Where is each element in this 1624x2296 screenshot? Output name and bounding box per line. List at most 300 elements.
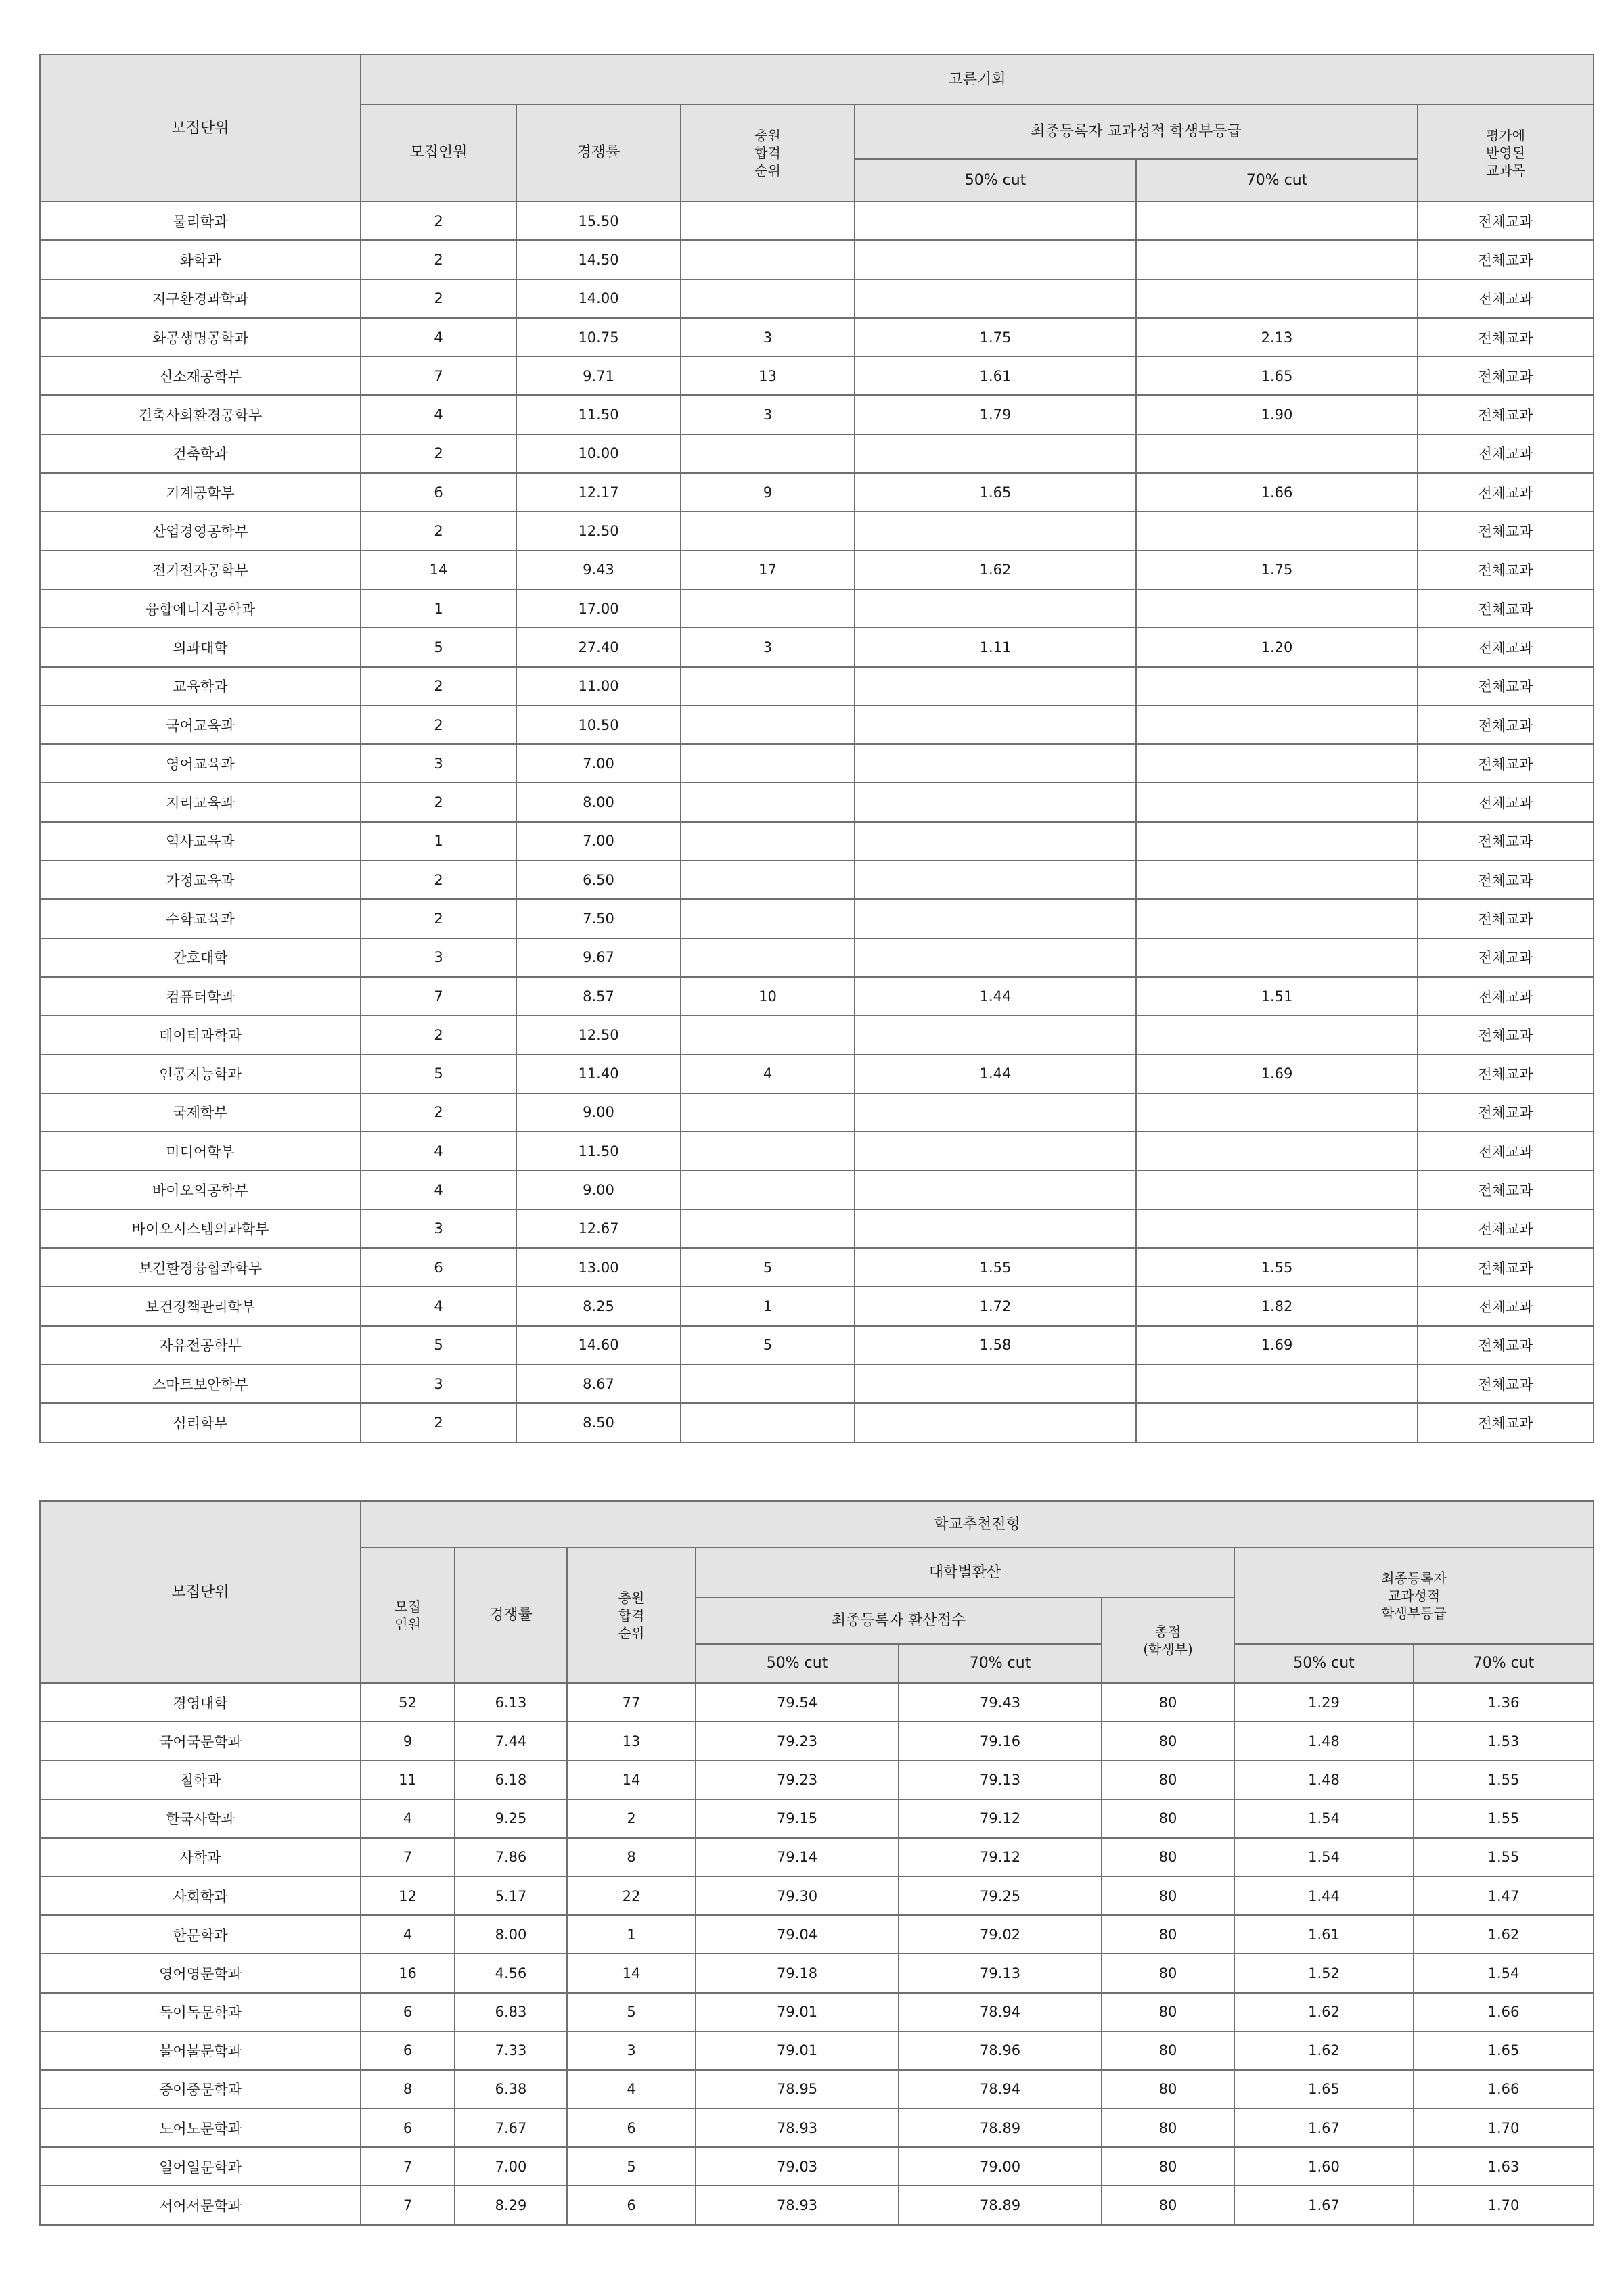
cell-rate: 7.00 [516,744,681,783]
cell-subject: 전체교과 [1418,706,1594,744]
cell-cut-50 [855,279,1136,318]
cell-cut-70 [1136,589,1418,628]
cell-cut-50 [855,202,1136,240]
cell-unit: 스마트보안학부 [40,1364,361,1403]
header-group: 학교추천전형 [361,1501,1594,1548]
cell-quota: 4 [361,1170,516,1209]
cell-quota: 5 [361,628,516,666]
cell-rate: 14.60 [516,1326,681,1364]
cell-unit: 기계공학부 [40,473,361,511]
cell-total: 80 [1102,2109,1234,2147]
cell-unit: 중어중문학과 [40,2070,361,2109]
cell-grade-cut-70: 1.65 [1414,2031,1594,2070]
cell-score-cut-50: 79.04 [696,1915,899,1954]
cell-cut-50 [855,667,1136,706]
cell-rank [681,1364,855,1403]
cell-score-cut-50: 79.23 [696,1760,899,1799]
cell-unit: 서어서문학과 [40,2186,361,2224]
cell-cut-70 [1136,279,1418,318]
cell-rate: 10.50 [516,706,681,744]
cell-rank [681,202,855,240]
cell-grade-cut-70: 1.70 [1414,2109,1594,2147]
header-grade-group: 최종등록자 교과성적 학생부등급 [1234,1548,1594,1644]
cell-rate: 6.83 [455,1993,567,2031]
cell-score-cut-70: 78.94 [899,2070,1102,2109]
cell-cut-50 [855,240,1136,279]
cell-cut-50 [855,1170,1136,1209]
cell-cut-50: 1.61 [855,357,1136,395]
cell-rate: 7.67 [455,2109,567,2147]
cell-rate: 9.00 [516,1170,681,1209]
table-row [40,279,1594,318]
cell-rank [681,434,855,473]
cell-unit: 수학교육과 [40,899,361,938]
cell-grade-cut-50: 1.62 [1234,2031,1414,2070]
cell-quota: 1 [361,589,516,628]
cell-rate: 7.33 [455,2031,567,2070]
table-row [40,822,1594,860]
cell-quota: 4 [361,1132,516,1170]
cell-quota: 2 [361,667,516,706]
cell-cut-70 [1136,899,1418,938]
cell-cut-70: 1.69 [1136,1326,1418,1364]
cell-rank: 1 [681,1287,855,1325]
table-row [40,202,1594,240]
cell-quota: 9 [361,1722,455,1760]
cell-score-cut-50: 79.01 [696,2031,899,2070]
cell-unit: 융합에너지공학과 [40,589,361,628]
cell-cut-50 [855,1210,1136,1248]
table-row [40,551,1594,589]
cell-quota: 2 [361,860,516,899]
cell-rank: 6 [567,2186,696,2224]
table-row [40,667,1594,706]
cell-cut-70 [1136,1210,1418,1248]
table-row [40,1093,1594,1132]
cell-rank: 17 [681,551,855,589]
cell-score-cut-50: 79.14 [696,1838,899,1877]
cell-quota: 11 [361,1760,455,1799]
cell-quota: 7 [361,977,516,1015]
cell-rank [681,1403,855,1442]
cell-rate: 17.00 [516,589,681,628]
cell-rate: 11.50 [516,1132,681,1170]
cell-score-cut-50: 79.15 [696,1799,899,1838]
cell-cut-50: 1.55 [855,1248,1136,1287]
cell-unit: 일어일문학과 [40,2147,361,2186]
table-row [40,357,1594,395]
cell-unit: 노어노문학과 [40,2109,361,2147]
cell-cut-70: 1.65 [1136,357,1418,395]
cell-rank: 22 [567,1877,696,1915]
cell-subject: 전체교과 [1418,1287,1594,1325]
cell-unit: 철학과 [40,1760,361,1799]
cell-rank [681,1093,855,1132]
cell-rate: 7.50 [516,899,681,938]
cell-total: 80 [1102,1993,1234,2031]
cell-total: 80 [1102,2186,1234,2224]
cell-total: 80 [1102,2147,1234,2186]
cell-rank: 14 [567,1760,696,1799]
cell-cut-70 [1136,744,1418,783]
cell-unit: 역사교육과 [40,822,361,860]
cell-rate: 10.75 [516,318,681,357]
table-row [40,1877,1594,1915]
cell-rank: 3 [681,318,855,357]
cell-rank [681,1132,855,1170]
cell-quota: 4 [361,395,516,434]
header-grade-cut-70: 70% cut [1414,1644,1594,1683]
cell-rate: 8.67 [516,1364,681,1403]
cell-grade-cut-70: 1.63 [1414,2147,1594,2186]
cell-grade-cut-70: 1.66 [1414,1993,1594,2031]
cell-cut-70: 1.55 [1136,1248,1418,1287]
cell-rank: 5 [567,2147,696,2186]
table-row [40,318,1594,357]
cell-rank [681,511,855,550]
table-row [40,1015,1594,1054]
cell-grade-cut-50: 1.67 [1234,2186,1414,2224]
table-row [40,899,1594,938]
cell-quota: 2 [361,1015,516,1054]
header-score-cut-50: 50% cut [696,1644,899,1683]
cell-cut-50 [855,860,1136,899]
table-row [40,2070,1594,2109]
cell-rate: 9.67 [516,938,681,977]
cell-subject: 전체교과 [1418,1170,1594,1209]
cell-rate: 9.43 [516,551,681,589]
cell-unit: 인공지능학과 [40,1055,361,1093]
cell-unit: 한문학과 [40,1915,361,1954]
cell-rate: 11.00 [516,667,681,706]
cell-cut-50 [855,1015,1136,1054]
cell-cut-70 [1136,822,1418,860]
cell-rate: 7.00 [455,2147,567,2186]
cell-unit: 영어교육과 [40,744,361,783]
cell-rank: 3 [681,628,855,666]
cell-unit: 국어교육과 [40,706,361,744]
cell-cut-50: 1.58 [855,1326,1136,1364]
cell-rate: 8.29 [455,2186,567,2224]
cell-cut-50: 1.11 [855,628,1136,666]
cell-rate: 7.86 [455,1838,567,1877]
cell-unit: 간호대학 [40,938,361,977]
table-row [40,240,1594,279]
cell-quota: 6 [361,473,516,511]
header-grade-cut-50: 50% cut [1234,1644,1414,1683]
cell-subject: 전체교과 [1418,1248,1594,1287]
table-row [40,434,1594,473]
table-row [40,1954,1594,1992]
cell-rank [681,783,855,821]
cell-subject: 전체교과 [1418,551,1594,589]
cell-unit: 보건정책관리학부 [40,1287,361,1325]
cell-subject: 전체교과 [1418,589,1594,628]
cell-grade-cut-50: 1.54 [1234,1838,1414,1877]
cell-rank [681,1170,855,1209]
cell-unit: 심리학부 [40,1403,361,1442]
cell-unit: 국제학부 [40,1093,361,1132]
cell-quota: 3 [361,938,516,977]
cell-unit: 건축학과 [40,434,361,473]
cell-subject: 전체교과 [1418,511,1594,550]
cell-rate: 9.71 [516,357,681,395]
cell-cut-50: 1.65 [855,473,1136,511]
table-row [40,1799,1594,1838]
cell-cut-50 [855,511,1136,550]
cell-cut-70 [1136,1170,1418,1209]
cell-unit: 신소재공학부 [40,357,361,395]
cell-total: 80 [1102,1722,1234,1760]
cell-cut-70 [1136,667,1418,706]
cell-grade-cut-50: 1.61 [1234,1915,1414,1954]
cell-unit: 바이오시스템의과학부 [40,1210,361,1248]
header-rate: 경쟁률 [455,1548,567,1683]
cell-rank: 5 [681,1326,855,1364]
cell-subject: 전체교과 [1418,1055,1594,1093]
cell-quota: 7 [361,1838,455,1877]
cell-subject: 전체교과 [1418,783,1594,821]
cell-rank [681,279,855,318]
cell-rank: 5 [681,1248,855,1287]
cell-total: 80 [1102,1877,1234,1915]
cell-rate: 8.50 [516,1403,681,1442]
cell-subject: 전체교과 [1418,434,1594,473]
cell-subject: 전체교과 [1418,860,1594,899]
cell-cut-50 [855,706,1136,744]
cell-rate: 11.40 [516,1055,681,1093]
cell-cut-50 [855,1403,1136,1442]
table-row [40,1915,1594,1954]
table-row [40,1403,1594,1442]
cell-cut-70: 1.66 [1136,473,1418,511]
cell-grade-cut-70: 1.47 [1414,1877,1594,1915]
table-row [40,706,1594,744]
cell-grade-cut-50: 1.54 [1234,1799,1414,1838]
cell-cut-50 [855,589,1136,628]
cell-rank [681,1015,855,1054]
cell-cut-70 [1136,783,1418,821]
cell-rank: 4 [567,2070,696,2109]
cell-unit: 전기전자공학부 [40,551,361,589]
cell-rate: 8.25 [516,1287,681,1325]
cell-cut-70 [1136,1364,1418,1403]
cell-grade-cut-50: 1.62 [1234,1993,1414,2031]
cell-rank: 10 [681,977,855,1015]
header-quota: 모집인원 [361,104,516,202]
cell-quota: 2 [361,240,516,279]
cell-rank: 6 [567,2109,696,2147]
cell-rate: 14.00 [516,279,681,318]
table-row [40,783,1594,821]
table-row [40,589,1594,628]
cell-total: 80 [1102,2070,1234,2109]
cell-unit: 보건환경융합과학부 [40,1248,361,1287]
cell-rank [681,706,855,744]
cell-quota: 2 [361,202,516,240]
cell-score-cut-70: 79.00 [899,2147,1102,2186]
cell-cut-50: 1.44 [855,1055,1136,1093]
table-row [40,628,1594,666]
cell-rate: 8.00 [516,783,681,821]
cell-subject: 전체교과 [1418,1093,1594,1132]
cell-score-cut-70: 78.94 [899,1993,1102,2031]
table-row [40,2147,1594,2186]
table-row [40,1170,1594,1209]
cell-rate: 7.00 [516,822,681,860]
cell-score-cut-50: 79.23 [696,1722,899,1760]
cell-rank [681,899,855,938]
table-row [40,1287,1594,1325]
cell-cut-50 [855,1093,1136,1132]
cell-quota: 4 [361,1799,455,1838]
table-row [40,1838,1594,1877]
cell-score-cut-70: 79.25 [899,1877,1102,1915]
cell-cut-70: 1.20 [1136,628,1418,666]
cell-cut-70 [1136,240,1418,279]
header-cut-50: 50% cut [855,159,1136,202]
cell-rate: 10.00 [516,434,681,473]
table-row [40,1760,1594,1799]
cell-cut-50 [855,1364,1136,1403]
header-rate: 경쟁률 [516,104,681,202]
header-score-group: 최종등록자 환산점수 [696,1597,1102,1644]
cell-cut-70: 1.90 [1136,395,1418,434]
cell-grade-cut-50: 1.29 [1234,1683,1414,1722]
table-row [40,1722,1594,1760]
cell-rate: 6.13 [455,1683,567,1722]
header-grade-group: 최종등록자 교과성적 학생부등급 [855,104,1418,159]
cell-subject: 전체교과 [1418,1326,1594,1364]
cell-cut-50: 1.62 [855,551,1136,589]
cell-unit: 화공생명공학과 [40,318,361,357]
cell-quota: 7 [361,2186,455,2224]
cell-unit: 교육학과 [40,667,361,706]
table-row [40,2186,1594,2224]
cell-cut-70 [1136,706,1418,744]
cell-total: 80 [1102,2031,1234,2070]
cell-subject: 전체교과 [1418,1364,1594,1403]
cell-unit: 지구환경과학과 [40,279,361,318]
header-unit: 모집단위 [40,1501,361,1683]
cell-cut-70 [1136,860,1418,899]
cell-quota: 4 [361,1915,455,1954]
cell-cut-70 [1136,1093,1418,1132]
cell-unit: 자유전공학부 [40,1326,361,1364]
cell-score-cut-50: 79.03 [696,2147,899,2186]
header-unit: 모집단위 [40,55,361,202]
cell-subject: 전체교과 [1418,357,1594,395]
cell-unit: 가정교육과 [40,860,361,899]
cell-quota: 1 [361,822,516,860]
cell-unit: 바이오의공학부 [40,1170,361,1209]
header-group: 고른기회 [361,55,1594,104]
cell-rank: 9 [681,473,855,511]
cell-quota: 2 [361,1403,516,1442]
cell-subject: 전체교과 [1418,1403,1594,1442]
cell-rank: 4 [681,1055,855,1093]
cell-rate: 6.38 [455,2070,567,2109]
cell-grade-cut-70: 1.62 [1414,1915,1594,1954]
cell-rate: 12.50 [516,511,681,550]
cell-total: 80 [1102,1954,1234,1992]
cell-cut-70: 1.82 [1136,1287,1418,1325]
cell-quota: 14 [361,551,516,589]
cell-grade-cut-50: 1.60 [1234,2147,1414,2186]
cell-score-cut-70: 79.12 [899,1799,1102,1838]
cell-grade-cut-50: 1.48 [1234,1760,1414,1799]
cell-cut-50 [855,822,1136,860]
cell-rank: 77 [567,1683,696,1722]
cell-rank [681,589,855,628]
cell-unit: 데이터과학과 [40,1015,361,1054]
cell-rate: 6.50 [516,860,681,899]
table-row [40,977,1594,1015]
header-rank: 충원 합격 순위 [681,104,855,202]
cell-cut-50 [855,938,1136,977]
cell-score-cut-70: 79.13 [899,1954,1102,1992]
cell-rank [681,240,855,279]
cell-total: 80 [1102,1915,1234,1954]
table-row [40,1210,1594,1248]
cell-quota: 3 [361,1210,516,1248]
cell-subject: 전체교과 [1418,899,1594,938]
table-row [40,511,1594,550]
cell-rank [681,938,855,977]
cell-score-cut-50: 78.95 [696,2070,899,2109]
cell-unit: 사회학과 [40,1877,361,1915]
cell-cut-70 [1136,434,1418,473]
cell-grade-cut-70: 1.36 [1414,1683,1594,1722]
cell-unit: 의과대학 [40,628,361,666]
header-quota: 모집 인원 [361,1548,455,1683]
cell-subject: 전체교과 [1418,667,1594,706]
cell-rank [681,1210,855,1248]
cell-quota: 4 [361,1287,516,1325]
cell-grade-cut-50: 1.67 [1234,2109,1414,2147]
cell-score-cut-50: 78.93 [696,2186,899,2224]
cell-quota: 2 [361,899,516,938]
cell-quota: 2 [361,1093,516,1132]
header-univ-conversion: 대학별환산 [696,1548,1234,1597]
cell-subject: 전체교과 [1418,938,1594,977]
cell-rank: 13 [681,357,855,395]
cell-rate: 13.00 [516,1248,681,1287]
cell-rank: 13 [567,1722,696,1760]
table-row [40,1993,1594,2031]
cell-subject: 전체교과 [1418,395,1594,434]
cell-cut-50 [855,744,1136,783]
cell-score-cut-50: 79.18 [696,1954,899,1992]
cell-grade-cut-70: 1.54 [1414,1954,1594,1992]
cell-grade-cut-70: 1.66 [1414,2070,1594,2109]
header-subject: 평가에 반영된 교과목 [1418,104,1594,202]
cell-unit: 경영대학 [40,1683,361,1722]
cell-score-cut-50: 78.93 [696,2109,899,2147]
cell-grade-cut-50: 1.48 [1234,1722,1414,1760]
cell-unit: 사학과 [40,1838,361,1877]
cell-score-cut-50: 79.01 [696,1993,899,2031]
cell-cut-50 [855,783,1136,821]
cell-subject: 전체교과 [1418,822,1594,860]
cell-cut-50 [855,899,1136,938]
cell-score-cut-70: 78.89 [899,2109,1102,2147]
cell-quota: 6 [361,1993,455,2031]
cell-rate: 8.00 [455,1915,567,1954]
cell-rank: 1 [567,1915,696,1954]
cell-cut-70: 1.51 [1136,977,1418,1015]
cell-rate: 12.17 [516,473,681,511]
